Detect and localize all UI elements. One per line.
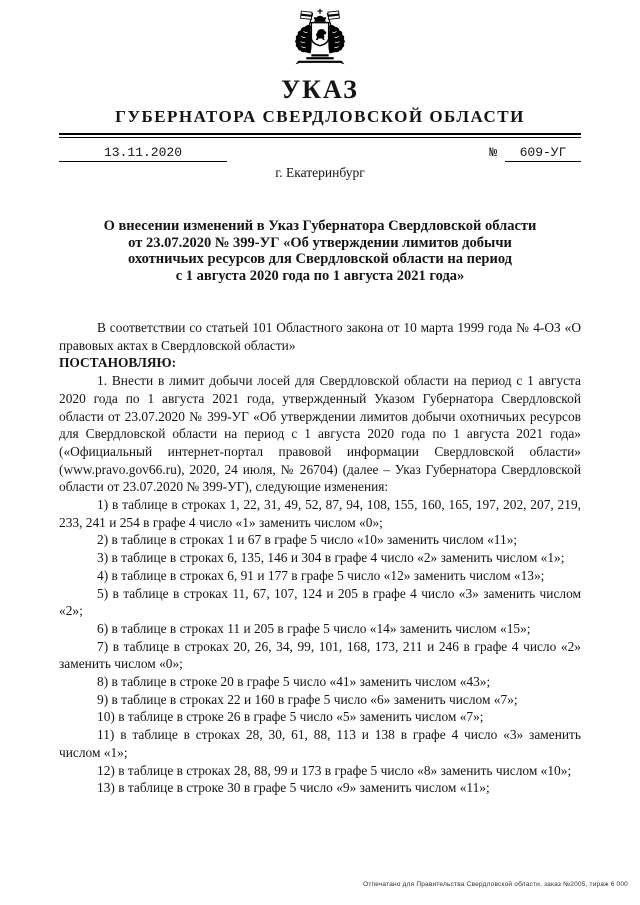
amendment-item-10: 10) в таблице в строке 26 в графе 5 число «5» заменить числом «7»; <box>97 709 484 725</box>
amendment-item-6: 6) в таблице в строках 11 и 205 в графе 5 число «14» заменить числом «15»; <box>97 620 531 636</box>
amendment-item-9: 9) в таблице в строках 22 и 160 в графе 5 число «6» заменить числом «7»; <box>97 691 518 707</box>
amendment-item-13: 13) в таблице в строке 30 в графе 5 число «9» заменить числом «11»; <box>97 780 490 796</box>
header-divider <box>59 133 581 138</box>
amendment-item-11: 11) в таблице в строках 28, 30, 61, 88, 113 и 138 в графе 4 число «3» заменить числом «1»; <box>59 727 581 760</box>
issuing-authority-title: ГУБЕРНАТОРА СВЕРДЛОВСКОЙ ОБЛАСТИ <box>115 107 525 126</box>
amendment-item-2: 2) в таблице в строках 1 и 67 в графе 5 число «10» заменить числом «11»; <box>97 532 518 548</box>
amendment-item-5: 5) в таблице в строках 11, 67, 107, 124 и 205 в графе 4 число «3» заменить числом «2»; <box>59 585 581 619</box>
document-title <box>0 218 640 284</box>
amendment-item-8: 8) в таблице в строке 20 в графе 5 число «41» заменить числом «43»; <box>97 674 491 690</box>
number-sign: № <box>489 145 498 160</box>
print-note: Отпечатано для Правительства Свердловской области, заказ №2005, тираж 6 000 <box>363 881 628 888</box>
amendment-item-7: 7) в таблице в строках 20, 26, 34, 99, 101, 168, 173, 211 и 246 в графе 4 число «2» заменить числом «0»; <box>59 638 581 672</box>
number-value: 609-УГ <box>505 145 581 162</box>
document-header <box>0 8 640 127</box>
document-body <box>59 319 581 797</box>
issue-place: г. Екатеринбург <box>275 165 365 180</box>
amendment-item-4: 4) в таблице в строках 6, 91 и 177 в графе 5 число «12» заменить числом «13»; <box>97 567 545 583</box>
amendment-item-3: 3) в таблице в строках 6, 135, 146 и 304 в графе 4 число «2» заменить числом «1»; <box>97 550 565 566</box>
document-date: 13.11.2020 <box>59 145 227 162</box>
date-number-row <box>59 145 581 162</box>
clause-1-paragraph: 1. Внести в лимит добычи лосей для Свердловской области на период с 1 августа 2020 года по 1 августа 2021 года, утвержденный Указом Губернатора Свердловской области от 23.07.2020 № 399-УГ «Об утверждении лимитов добычи охотничьих ресурсов для Свердловской области на период с 1 августа 2020 года по 1 августа 2021 года» («Официальный интернет-портал правовой информации Свердловской области» (www.pravo.gov66.ru), 2020, 24 июля, № 26704) (далее – Указ Губернатора Свердловской области от 23.07.2020 № 399-УГ), следующие изменения: <box>59 373 581 495</box>
title-line-4: с 1 августа 2020 года по 1 августа 2021 года» <box>175 267 465 284</box>
coat-of-arms-icon <box>284 8 356 71</box>
document-type-title: УКАЗ <box>281 75 359 104</box>
amendment-item-12: 12) в таблице в строках 28, 88, 99 и 173 в графе 5 число «8» заменить числом «10»; <box>97 762 572 778</box>
document-number <box>489 145 581 162</box>
amendment-item-1: 1) в таблице в строках 1, 22, 31, 49, 52, 87, 94, 108, 155, 160, 165, 197, 202, 207, 219, 233, 241 и 254 в графе 4 число «1» заменить числом «0»; <box>59 497 581 530</box>
intro-paragraph: В соответствии со статьей 101 Областного закона от 10 марта 1999 года № 4-ОЗ «О правовых актах в Свердловской области» <box>59 320 581 353</box>
title-line-3: охотничьих ресурсов для Свердловской области на период <box>128 251 512 267</box>
resolve-word: ПОСТАНОВЛЯЮ: <box>59 355 177 371</box>
title-line-2: от 23.07.2020 № 399-УГ «Об утверждении лимитов добычи <box>128 234 512 251</box>
title-line-1: О внесении изменений в Указ Губернатора Свердловской области <box>103 218 537 234</box>
